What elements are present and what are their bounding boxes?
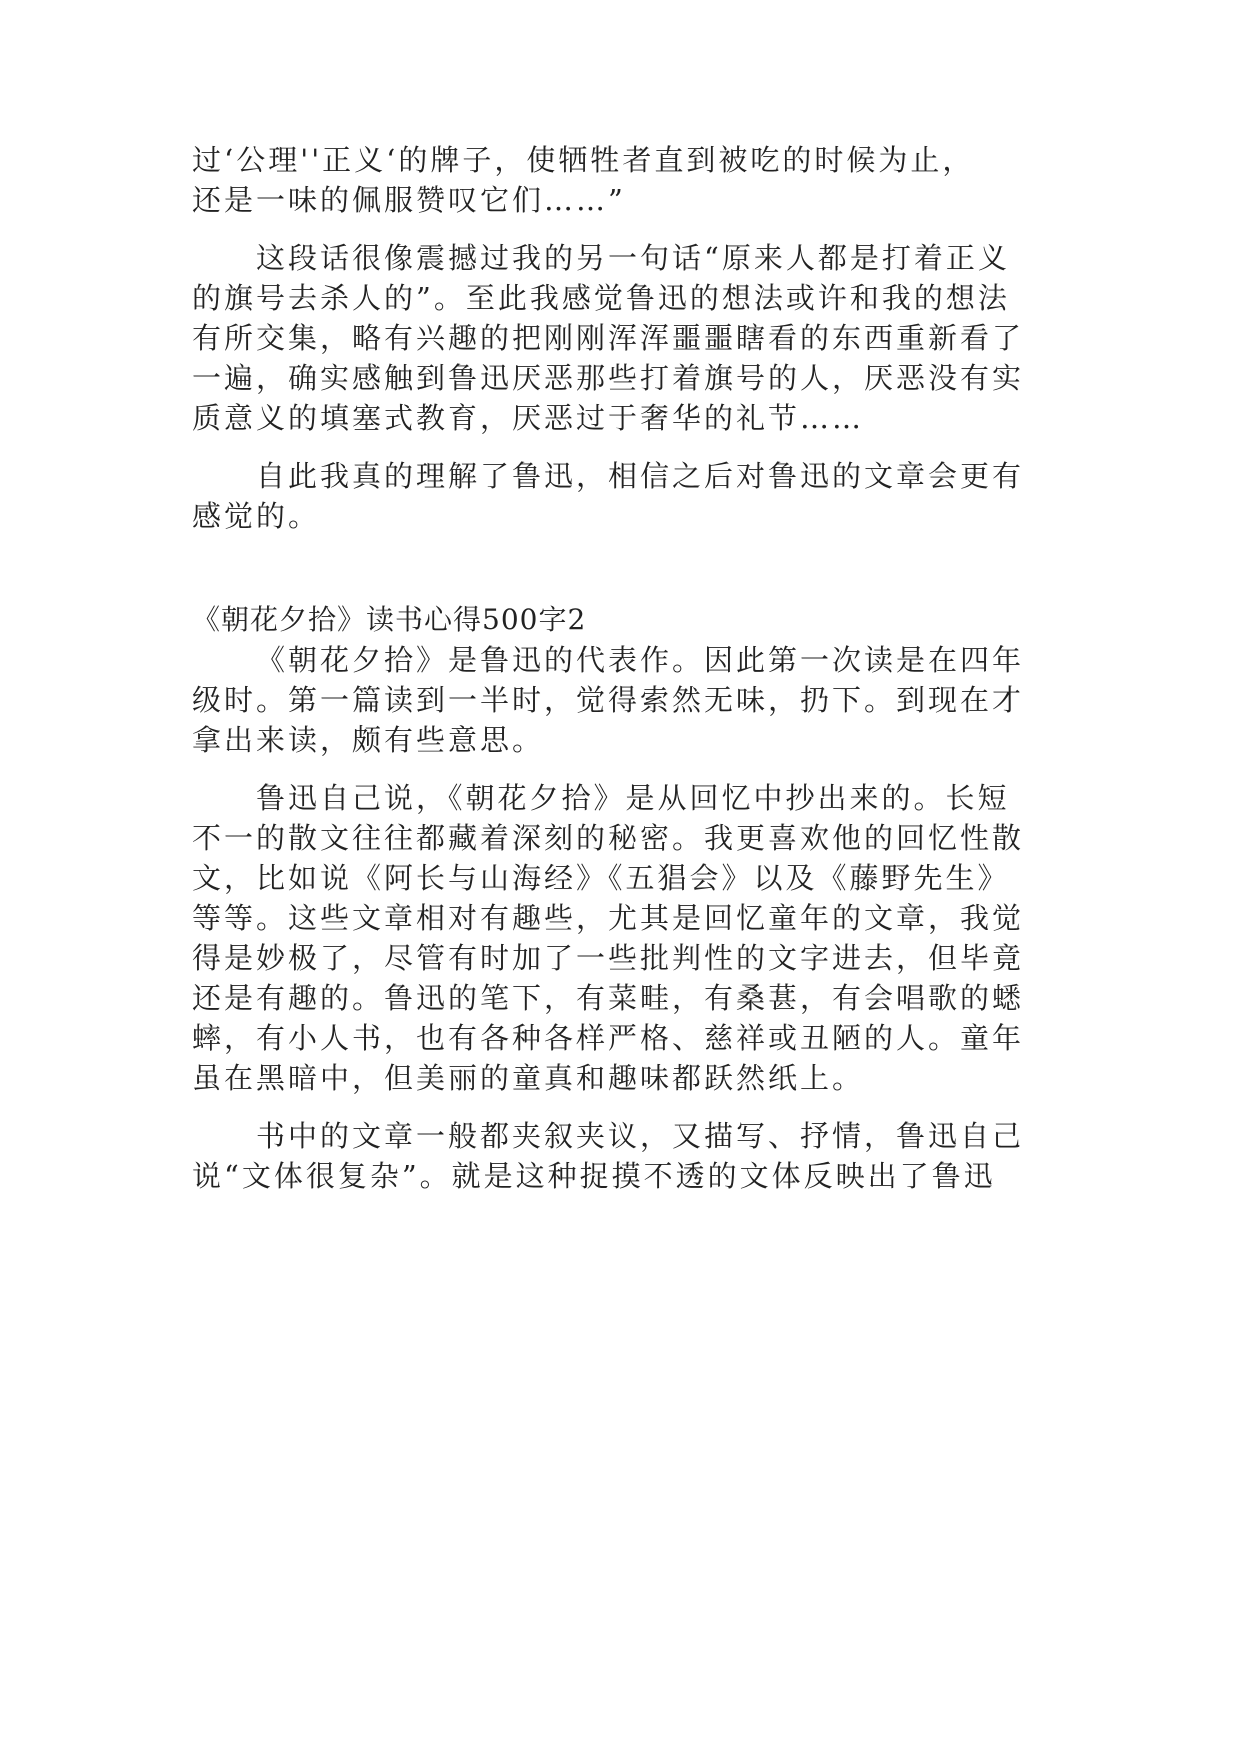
text-line: 文，比如说《阿长与山海经》《五猖会》以及《藤野先生》 <box>192 861 1010 895</box>
text-line: 一遍，确实感触到鲁迅厌恶那些打着旗号的人，厌恶没有实 <box>192 361 1025 395</box>
text-line: 这段话很像震撼过我的另一句话“原来人都是打着正义 <box>256 241 1010 275</box>
text-line: 级时。第一篇读到一半时，觉得索然无味，扔下。到现在才 <box>192 683 1025 717</box>
text-line: 自此我真的理解了鲁迅，相信之后对鲁迅的文章会更有 <box>256 459 1025 493</box>
text-line: 不一的散文往往都藏着深刻的秘密。我更喜欢他的回忆性散 <box>192 821 1025 855</box>
text-line: 的旗号去杀人的”。至此我感觉鲁迅的想法或许和我的想法 <box>192 281 1010 315</box>
text-line: 质意义的填塞式教育，厌恶过于奢华的礼节…… <box>192 401 865 435</box>
text-line: 说“文体很复杂”。就是这种捉摸不透的文体反映出了鲁迅 <box>192 1159 996 1193</box>
paragraph <box>192 238 1052 438</box>
paragraph <box>192 1116 1052 1196</box>
paragraph <box>192 640 1052 760</box>
text-line: 有所交集，略有兴趣的把刚刚浑浑噩噩瞎看的东西重新看了 <box>192 321 1025 355</box>
paragraph <box>192 140 1052 220</box>
text-line: 感觉的。 <box>192 499 321 533</box>
text-line: 还是有趣的。鲁迅的笔下，有菜畦，有桑葚，有会唱歌的蟋 <box>192 981 1025 1015</box>
text-line: 得是妙极了，尽管有时加了一些批判性的文字进去，但毕竟 <box>192 941 1025 975</box>
text-line: 虽在黑暗中，但美丽的童真和趣味都跃然纸上。 <box>192 1061 865 1095</box>
text-line: 拿出来读，颇有些意思。 <box>192 723 545 757</box>
text-line: 蟀，有小人书，也有各种各样严格、慈祥或丑陋的人。童年 <box>192 1021 1025 1055</box>
text-line: 等等。这些文章相对有趣些，尤其是回忆童年的文章，我觉 <box>192 901 1025 935</box>
text-line: 过‘公理''正义‘的牌子，使牺牲者直到被吃的时候为止， <box>192 143 975 177</box>
document-page <box>192 140 1052 1196</box>
paragraph <box>192 456 1052 536</box>
text-line: 还是一味的佩服赞叹它们……” <box>192 183 626 217</box>
text-line: 书中的文章一般都夹叙夹议，又描写、抒情，鲁迅自己 <box>256 1119 1025 1153</box>
paragraph <box>192 778 1052 1098</box>
section-heading: 《朝花夕拾》读书心得500字2 <box>192 603 587 636</box>
text-line: 鲁迅自己说，《朝花夕拾》是从回忆中抄出来的。长短 <box>256 781 1010 815</box>
text-line: 《朝花夕拾》是鲁迅的代表作。因此第一次读是在四年 <box>256 643 1025 677</box>
